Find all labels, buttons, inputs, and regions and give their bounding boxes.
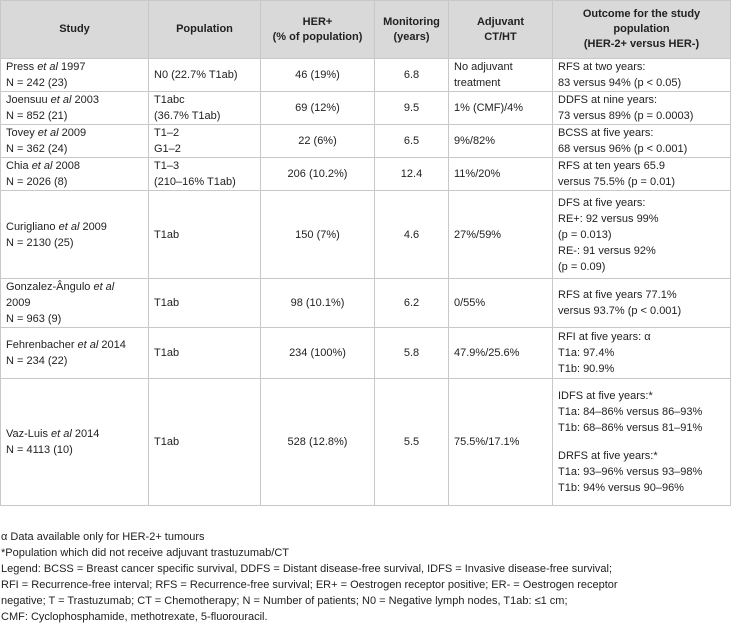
study-title: [6, 59, 143, 75]
header-study: Study: [1, 1, 149, 59]
table-row: [1, 59, 731, 92]
study-etal: et al: [50, 94, 72, 106]
table-row: [1, 158, 731, 191]
outcome-line: DRFS at five years:*: [558, 450, 658, 462]
monitoring-cell: 6.2: [375, 279, 449, 328]
study-title: [6, 92, 143, 108]
header-monitoring: Monitoring (years): [375, 1, 449, 59]
adjuvant-line: No adjuvant: [454, 61, 513, 73]
study-author: Curigliano: [6, 220, 59, 233]
population-line: T1–3: [154, 160, 180, 172]
study-year-line: [6, 295, 143, 311]
table-row: [1, 92, 731, 125]
population-cell: [149, 328, 261, 379]
outcome-line: DFS at five years:: [558, 196, 646, 209]
study-title: [6, 125, 143, 141]
population-line: T1ab: [154, 436, 180, 448]
study-title: [6, 158, 143, 174]
outcome-line: RFS at ten years 65.9: [558, 160, 665, 172]
outcome-line: RFS at five years 77.1%: [558, 289, 677, 301]
her-positive-cell: 206 (10.2%): [261, 158, 375, 191]
population-line: (210–16% T1ab): [154, 176, 236, 188]
study-year: 2009: [6, 297, 31, 309]
monitoring-cell: 6.8: [375, 59, 449, 92]
outcome-line: versus 93.7% (p < 0.001): [558, 305, 682, 317]
outcome-line: (p = 0.013): [558, 228, 612, 241]
footnote-line: CMF: Cyclophosphamide, methotrexate, 5-fluorouracil.: [1, 611, 268, 623]
footnote-line: RFI = Recurrence-free interval; RFS = Recurrence-free survival; ER+ = Oestrogen receptor positive; ER- = Oestrogen receptor: [1, 579, 618, 591]
population-line: T1ab: [154, 347, 180, 359]
her-positive-cell: 150 (7%): [261, 191, 375, 279]
study-year: 2008: [52, 160, 81, 172]
study-author: Tovey: [6, 127, 38, 139]
footnote-line: Legend: BCSS = Breast cancer specific survival, DDFS = Distant disease-free survival, IDFS = Invasive disease-free survival;: [1, 563, 613, 575]
study-title: [6, 337, 143, 353]
outcome-line: IDFS at five years:*: [558, 390, 653, 402]
study-etal: et al: [51, 428, 72, 440]
population-cell: [149, 279, 261, 328]
her-positive-cell: 528 (12.8%): [261, 379, 375, 506]
footnote-line: negative; T = Trastuzumab; CT = Chemotherapy; N = Number of patients; N0 = Negative lymph nodes, T1ab: ≤1 cm;: [1, 595, 568, 607]
outcome-line: DDFS at nine years:: [558, 94, 658, 106]
outcome-line: T1b: 68–86% versus 81–91%: [558, 422, 703, 434]
outcome-line: 83 versus 94% (p < 0.05): [558, 77, 682, 89]
study-n: N = 234 (22): [6, 355, 68, 367]
outcome-line: 73 versus 89% (p = 0.0003): [558, 110, 694, 122]
study-author: Gonzalez-Ângulo: [6, 281, 94, 293]
population-line: T1–2: [154, 127, 180, 139]
study-cell: [1, 158, 149, 191]
population-cell: [149, 158, 261, 191]
adjuvant-line: 27%/59%: [454, 228, 502, 241]
outcome-line: (p = 0.09): [558, 260, 606, 273]
adjuvant-cell: [449, 328, 553, 379]
study-title: [6, 279, 143, 295]
adjuvant-cell: [449, 59, 553, 92]
adjuvant-line: 47.9%/25.6%: [454, 347, 520, 359]
study-n: N = 2130 (25): [6, 236, 74, 249]
outcome-cell: [553, 191, 731, 279]
adjuvant-line: 1% (CMF)/4%: [454, 102, 524, 114]
study-author: Press: [6, 61, 38, 73]
table-header-row: [1, 1, 731, 59]
adjuvant-cell: [449, 125, 553, 158]
outcome-line: T1b: 94% versus 90–96%: [558, 482, 684, 494]
outcome-line: T1a: 97.4%: [558, 347, 615, 359]
table-row: [1, 328, 731, 379]
study-author: Fehrenbacher: [6, 339, 78, 351]
study-author: Joensuu: [6, 94, 51, 106]
monitoring-cell: 6.5: [375, 125, 449, 158]
study-etal: et al: [37, 127, 59, 139]
study-etal: et al: [37, 61, 58, 73]
study-etal: et al: [77, 339, 99, 351]
study-year: 1997: [57, 61, 86, 73]
study-title: [6, 426, 143, 442]
study-cell: [1, 125, 149, 158]
monitoring-cell: 5.5: [375, 379, 449, 506]
outcome-line: RE+: 92 versus 99%: [558, 212, 659, 225]
table-row: [1, 279, 731, 328]
adjuvant-cell: [449, 279, 553, 328]
study-cell: [1, 59, 149, 92]
adjuvant-line: 75.5%/17.1%: [454, 436, 520, 448]
population-cell: [149, 125, 261, 158]
outcome-line: 68 versus 96% (p < 0.001): [558, 143, 688, 155]
header-outcome: Outcome for the study population (HER-2+ versus HER-): [553, 1, 731, 59]
monitoring-cell: 4.6: [375, 191, 449, 279]
outcome-line: T1a: 84–86% versus 86–93%: [558, 406, 703, 418]
monitoring-cell: 9.5: [375, 92, 449, 125]
her-positive-cell: 234 (100%): [261, 328, 375, 379]
adjuvant-cell: [449, 379, 553, 506]
population-cell: [149, 59, 261, 92]
outcome-cell: [553, 328, 731, 379]
population-line: G1–2: [154, 143, 181, 155]
outcome-cell: [553, 92, 731, 125]
study-cell: [1, 92, 149, 125]
footnote-line: α Data available only for HER-2+ tumours: [1, 531, 205, 543]
her-positive-cell: 98 (10.1%): [261, 279, 375, 328]
outcome-line: RFI at five years: α: [558, 331, 651, 343]
study-year: 2009: [79, 220, 107, 233]
outcome-line: versus 75.5% (p = 0.01): [558, 176, 676, 188]
table-row: [1, 191, 731, 279]
table-row: [1, 379, 731, 506]
study-etal: et al: [93, 281, 115, 293]
header-population: Population: [149, 1, 261, 59]
adjuvant-cell: [449, 92, 553, 125]
outcome-cell: [553, 59, 731, 92]
outcome-line: BCSS at five years:: [558, 127, 654, 139]
table-row: [1, 125, 731, 158]
monitoring-cell: 12.4: [375, 158, 449, 191]
outcome-cell: [553, 379, 731, 506]
adjuvant-cell: [449, 191, 553, 279]
population-line: T1abc: [154, 94, 185, 106]
outcome-spacer: [558, 436, 725, 448]
study-n: N = 852 (21): [6, 110, 68, 122]
adjuvant-line: 11%/20%: [454, 168, 501, 180]
outcome-cell: [553, 158, 731, 191]
study-author: Vaz-Luis: [6, 428, 52, 440]
population-cell: [149, 191, 261, 279]
study-year: 2003: [71, 94, 99, 106]
adjuvant-line: 9%/82%: [454, 135, 495, 147]
study-cell: [1, 279, 149, 328]
study-cell: [1, 191, 149, 279]
study-cell: [1, 328, 149, 379]
population-line: (36.7% T1ab): [154, 110, 221, 122]
study-year: 2014: [71, 428, 100, 440]
study-etal: et al: [58, 220, 80, 233]
adjuvant-line: 0/55%: [454, 297, 486, 309]
outcome-line: T1a: 93–96% versus 93–98%: [558, 466, 703, 478]
monitoring-cell: 5.8: [375, 328, 449, 379]
outcome-cell: [553, 279, 731, 328]
study-n: N = 2026 (8): [6, 176, 68, 188]
study-title: [6, 219, 143, 235]
her-positive-cell: 46 (19%): [261, 59, 375, 92]
adjuvant-line: treatment: [454, 77, 501, 89]
study-n: N = 362 (24): [6, 143, 68, 155]
header-her-positive: HER+ (% of population): [261, 1, 375, 59]
study-year: 2009: [58, 127, 87, 139]
population-cell: [149, 379, 261, 506]
footnote-line: *Population which did not receive adjuvant trastuzumab/CT: [1, 547, 289, 559]
population-line: N0 (22.7% T1ab): [154, 69, 238, 81]
population-cell: [149, 92, 261, 125]
study-n: N = 242 (23): [6, 77, 68, 89]
adjuvant-cell: [449, 158, 553, 191]
population-line: T1ab: [154, 297, 180, 309]
outcome-line: RFS at two years:: [558, 61, 646, 73]
study-n: N = 963 (9): [6, 313, 62, 325]
study-year: 2014: [98, 339, 126, 351]
study-author: Chia: [6, 160, 32, 172]
study-etal: et al: [31, 160, 53, 172]
study-n: N = 4113 (10): [6, 444, 73, 456]
header-adjuvant: Adjuvant CT/HT: [449, 1, 553, 59]
outcome-line: T1b: 90.9%: [558, 363, 615, 375]
her-positive-cell: 22 (6%): [261, 125, 375, 158]
outcome-line: RE-: 91 versus 92%: [558, 244, 656, 257]
table-footnotes: [1, 529, 729, 625]
outcome-cell: [553, 125, 731, 158]
her-positive-cell: 69 (12%): [261, 92, 375, 125]
population-line: T1ab: [154, 228, 180, 241]
study-cell: [1, 379, 149, 506]
